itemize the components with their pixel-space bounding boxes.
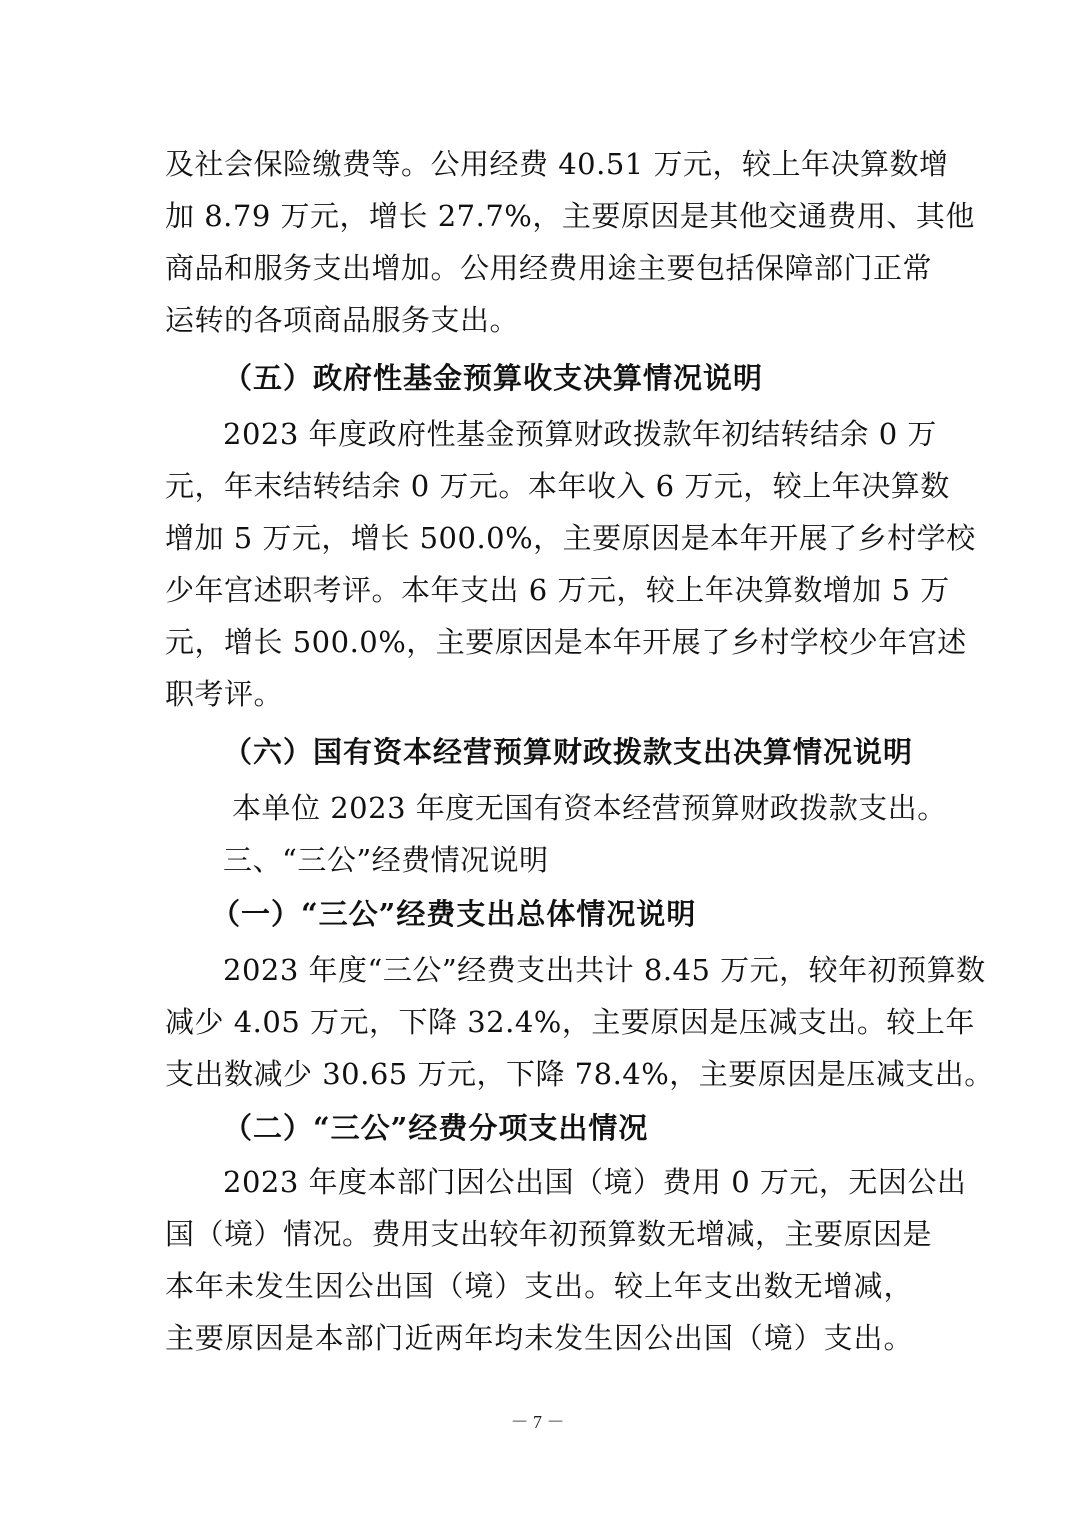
paragraph-line: 及社会保险缴费等。公用经费 40.51 万元，较上年决算数增 xyxy=(165,147,949,181)
paragraph-line: 国（境）情况。费用支出较年初预算数无增减，主要原因是 xyxy=(165,1217,933,1251)
section-heading: （五）政府性基金预算收支决算情况说明 xyxy=(223,361,764,395)
paragraph-line: 本单位 2023 年度无国有资本经营预算财政拨款支出。 xyxy=(232,791,947,825)
paragraph-line: 元，年末结转结余 0 万元。本年收入 6 万元，较上年决算数 xyxy=(165,469,950,503)
paragraph-line: 2023 年度“三公”经费支出共计 8.45 万元，较年初预算数 xyxy=(223,953,986,987)
paragraph-line: 加 8.79 万元，增长 27.7%，主要原因是其他交通费用、其他 xyxy=(165,199,975,233)
paragraph-line: 少年宫述职考评。本年支出 6 万元，较上年决算数增加 5 万 xyxy=(165,573,950,607)
page-number: － 7 － xyxy=(510,1412,565,1432)
paragraph-line: 商品和服务支出增加。公用经费用途主要包括保障部门正常 xyxy=(165,251,933,285)
paragraph-line: 运转的各项商品服务支出。 xyxy=(165,303,520,337)
paragraph-line: 支出数减少 30.65 万元，下降 78.4%，主要原因是压减支出。 xyxy=(165,1057,994,1091)
paragraph-line: 元，增长 500.0%，主要原因是本年开展了乡村学校少年宫述 xyxy=(165,625,967,659)
subsection-heading: （一）“三公”经费支出总体情况说明 xyxy=(211,897,697,931)
paragraph-line: 2023 年度政府性基金预算财政拨款年初结转结余 0 万 xyxy=(223,417,937,451)
paragraph-line: 主要原因是本部门近两年均未发生因公出国（境）支出。 xyxy=(165,1321,913,1355)
paragraph-line: 2023 年度本部门因公出国（境）费用 0 万元，无因公出 xyxy=(223,1165,967,1199)
paragraph-line: 本年未发生因公出国（境）支出。较上年支出数无增减， xyxy=(165,1269,913,1303)
section-heading: （六）国有资本经营预算财政拨款支出决算情况说明 xyxy=(223,735,914,769)
subsection-heading: （二）“三公”经费分项支出情况 xyxy=(223,1111,649,1145)
paragraph-line: 减少 4.05 万元，下降 32.4%，主要原因是压减支出。较上年 xyxy=(165,1005,975,1039)
paragraph-line: 职考评。 xyxy=(165,677,284,711)
paragraph-line: 增加 5 万元，增长 500.0%，主要原因是本年开展了乡村学校 xyxy=(165,521,976,555)
section-title: 三、“三公”经费情况说明 xyxy=(223,843,549,877)
